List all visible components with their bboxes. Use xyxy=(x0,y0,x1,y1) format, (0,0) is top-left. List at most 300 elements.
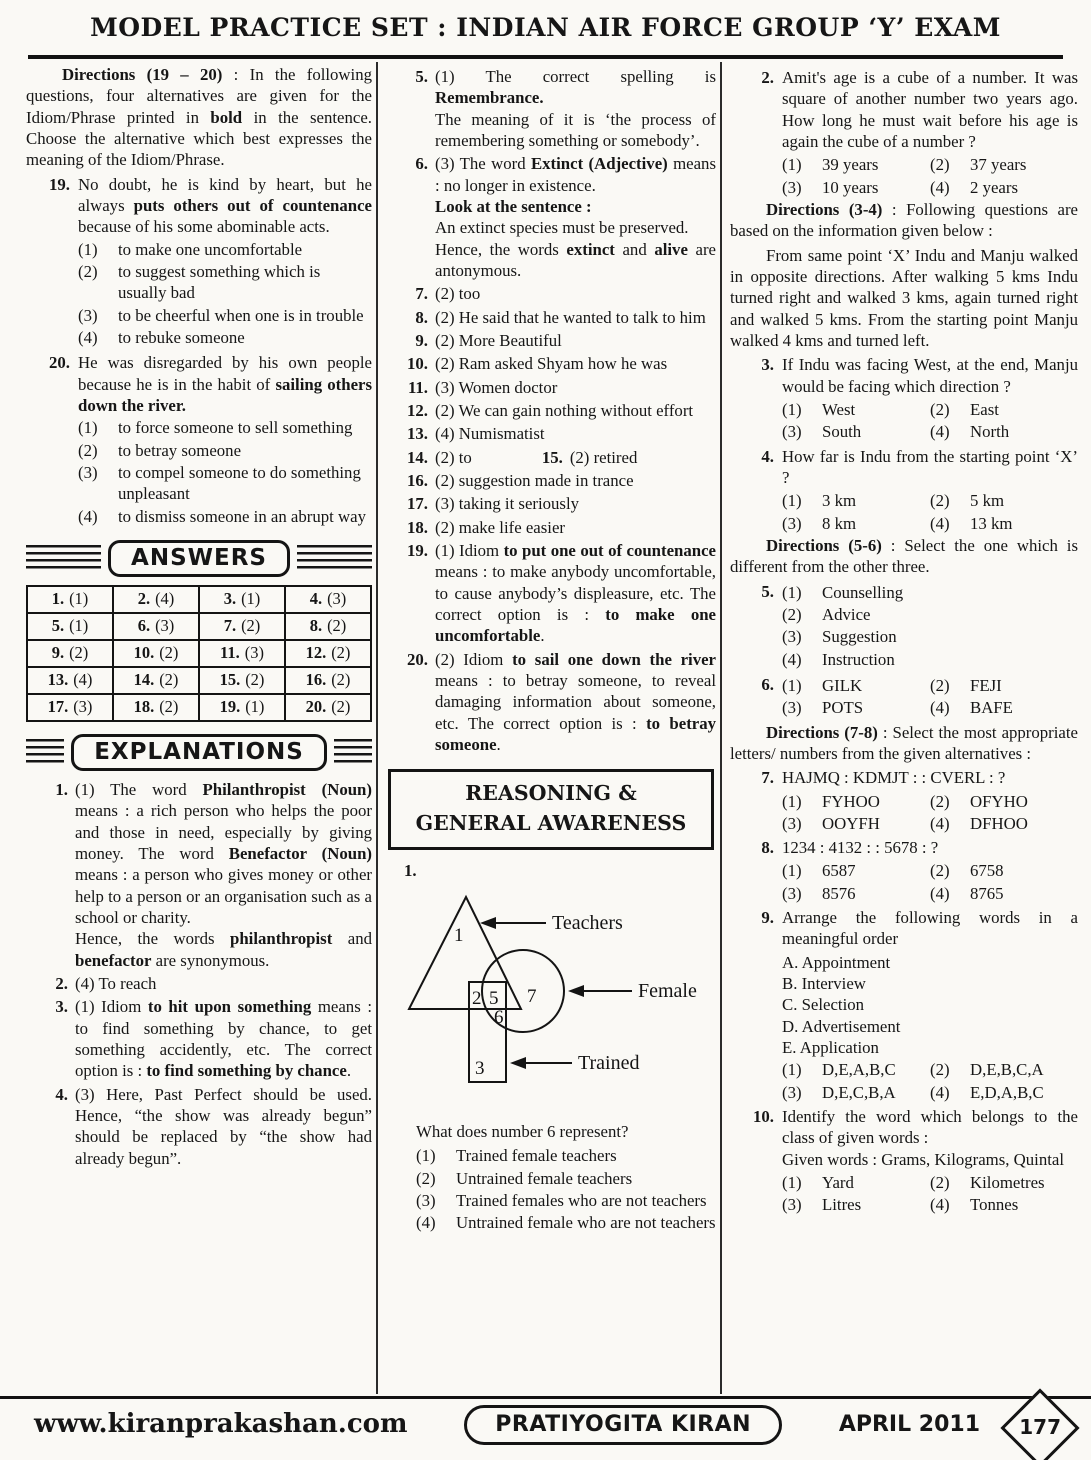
option-label: (4) xyxy=(930,1082,950,1102)
list-item: D. Advertisement xyxy=(782,1016,901,1036)
option-label: (1) xyxy=(782,582,802,602)
option-label: (1) xyxy=(782,155,802,175)
section-line-1: REASONING & xyxy=(465,781,637,806)
option-text: West xyxy=(822,399,856,419)
option xyxy=(930,421,1078,442)
option-text: North xyxy=(970,422,1010,442)
option-text: 39 years xyxy=(822,155,879,175)
option-label: (2) xyxy=(930,1060,950,1080)
option-label: (1) xyxy=(416,1146,436,1166)
venn-label-female: Female xyxy=(638,979,697,1002)
question-body xyxy=(782,907,1078,950)
banner-lines-left xyxy=(26,545,101,572)
question-5 xyxy=(730,581,1078,671)
option-text: 10 years xyxy=(822,177,879,197)
explanation-6 xyxy=(386,153,716,281)
explanation-text: (2) More Beautiful xyxy=(435,330,562,350)
explanation-3 xyxy=(26,996,372,1081)
explanation-number: 2. xyxy=(55,974,68,994)
answers-row xyxy=(27,640,371,667)
option xyxy=(782,154,930,175)
question-text: No doubt, he is kind by heart, but he always puts others out of countenance because of his some abominable acts. xyxy=(78,174,373,237)
answer-cell xyxy=(27,694,113,721)
option xyxy=(930,1194,1078,1215)
answer-cell xyxy=(199,667,285,694)
banner-lines-right xyxy=(297,545,372,572)
explanation-text xyxy=(435,447,716,468)
explanation-text: (1) Idiom to put one out of countenance means : to make anybody uncomfortable, to cause anybody’s displeasure, etc. The correct option is : to make one uncomfortable. xyxy=(435,540,717,646)
option xyxy=(78,462,372,505)
option-text: Counselling xyxy=(822,582,904,602)
explanation-text: (2) Ram asked Shyam how he was xyxy=(435,354,668,374)
explanation-number: 1. xyxy=(55,780,68,800)
option xyxy=(782,697,930,718)
banner-lines-right xyxy=(334,739,372,766)
option-label: (4) xyxy=(930,422,950,442)
option-text: OFYHO xyxy=(970,791,1028,811)
answer-qnum: 12. xyxy=(305,643,327,662)
option xyxy=(416,1212,716,1233)
option xyxy=(782,177,930,198)
question-body xyxy=(782,354,1078,397)
explanation-number: 8. xyxy=(415,307,428,327)
arrowhead-trained xyxy=(510,1057,526,1069)
option-label: (2) xyxy=(78,261,98,281)
option xyxy=(930,1082,1078,1103)
explanation-9 xyxy=(386,330,716,351)
explanation-number: 3. xyxy=(55,997,68,1017)
option-text: Yard xyxy=(822,1173,854,1193)
list-item: E. Application xyxy=(782,1038,879,1058)
answer-choice: (2) xyxy=(331,669,351,689)
answer-qnum: 18. xyxy=(133,696,155,716)
answer-choice: (3) xyxy=(155,616,175,636)
answer-qnum: 14. xyxy=(133,669,155,689)
question-number: 6. xyxy=(761,674,774,694)
option-text: 13 km xyxy=(970,513,1013,533)
option-label: (4) xyxy=(930,813,950,833)
explanation-8 xyxy=(386,307,716,328)
list-item: C. Selection xyxy=(782,995,865,1015)
option-row xyxy=(782,1059,1078,1080)
option-label: (3) xyxy=(782,698,802,718)
question-4 xyxy=(730,446,1078,489)
option-text: 37 years xyxy=(970,155,1027,175)
answers-title: ANSWERS xyxy=(108,540,290,577)
option-label: (2) xyxy=(930,399,950,419)
option-text: 8 km xyxy=(822,513,857,533)
option-label: (1) xyxy=(782,861,802,881)
venn-region-7: 7 xyxy=(527,985,537,1007)
option xyxy=(78,440,372,461)
explanation-text: (4) To reach xyxy=(75,974,157,994)
explanation-text: (2) too xyxy=(435,284,481,304)
option xyxy=(782,1082,930,1103)
option-text: Untrained female teachers xyxy=(456,1168,633,1188)
option-text: BAFE xyxy=(970,698,1013,718)
question-7 xyxy=(730,767,1078,788)
answer-qnum: 16. xyxy=(305,669,327,689)
answer-qnum: 19. xyxy=(219,696,241,716)
answer-choice: (2) xyxy=(245,669,265,689)
option-row xyxy=(782,399,1078,420)
option xyxy=(416,1168,716,1189)
option-label: (3) xyxy=(782,422,802,442)
explanation-number: 16. xyxy=(407,470,428,490)
option xyxy=(416,1190,716,1211)
answers-row xyxy=(27,613,371,640)
answer-qnum: 9. xyxy=(51,643,65,662)
explanation-text: (2) He said that he wanted to talk to him xyxy=(435,307,706,327)
option-text: Kilometres xyxy=(970,1173,1045,1193)
option-label: (1) xyxy=(782,399,802,419)
explanations-title: EXPLANATIONS xyxy=(71,734,327,771)
answers-table xyxy=(26,585,372,722)
explanation-15-text: (2) retired xyxy=(569,447,638,467)
answer-choice: (4) xyxy=(155,589,175,609)
answer-qnum: 20. xyxy=(305,696,327,716)
option-text: to compel someone to do something unpleasant xyxy=(118,462,361,504)
option-label: (4) xyxy=(930,883,950,903)
answer-cell xyxy=(285,586,371,613)
option-label: (2) xyxy=(78,440,98,460)
explanation-19 xyxy=(386,540,716,647)
answer-choice: (2) xyxy=(241,616,261,636)
footer xyxy=(34,1405,980,1445)
answer-choice: (1) xyxy=(241,589,261,609)
answer-choice: (2) xyxy=(331,643,351,662)
option-text: Trained females who are not teachers xyxy=(456,1190,707,1210)
explanation-7 xyxy=(386,283,716,304)
page-number: 177 xyxy=(1019,1415,1061,1440)
option-label: (2) xyxy=(930,155,950,175)
option-row xyxy=(782,421,1078,442)
answer-choice: (2) xyxy=(159,643,179,662)
column-2 xyxy=(386,64,716,1235)
directions-19-20: Directions (19 – 20) : In the following questions, four alternatives are given for the Idiom/Phrase printed in bold in the sentence. Choose the alternative which best expresses the meaning of the Idiom/Phrase. xyxy=(26,65,372,170)
answer-qnum: 5. xyxy=(51,616,65,636)
venn-region-6: 6 xyxy=(494,1006,504,1028)
option-text: OOYFH xyxy=(822,813,880,833)
option-label: (2) xyxy=(782,604,802,624)
option-row xyxy=(782,697,1078,718)
option xyxy=(78,506,372,527)
question-19 xyxy=(26,174,372,350)
footer-website: www.kiranprakashan.com xyxy=(34,1409,408,1440)
option-row xyxy=(782,513,1078,534)
explanation-20 xyxy=(386,649,716,756)
option xyxy=(930,490,1078,511)
venn-region-2: 2 xyxy=(472,987,482,1009)
explanation-number: 18. xyxy=(407,517,428,537)
answer-choice: (2) xyxy=(331,696,351,716)
answer-choice: (2) xyxy=(69,643,89,662)
option-row xyxy=(782,883,1078,904)
option xyxy=(930,1172,1078,1193)
option-label: (4) xyxy=(930,177,950,197)
option xyxy=(930,791,1078,812)
option-text: to dismiss someone in an abrupt way xyxy=(118,506,366,526)
answer-qnum: 17. xyxy=(47,696,69,716)
option-label: (3) xyxy=(782,1195,802,1215)
question-text: HAJMQ : KDMJT : : CVERL : ? xyxy=(782,768,1006,788)
option-label: (2) xyxy=(416,1168,436,1188)
option-text: 6587 xyxy=(822,861,856,881)
option-label: (3) xyxy=(416,1190,436,1210)
explanation-number: 17. xyxy=(407,494,428,514)
answer-cell xyxy=(27,640,113,667)
explanation-text: (2) We can gain nothing without effort xyxy=(435,400,694,420)
answer-choice: (4) xyxy=(73,669,93,689)
option-text: 2 years xyxy=(970,177,1018,197)
explanation-number: 9. xyxy=(415,330,428,350)
question-body xyxy=(78,352,372,528)
answer-cell xyxy=(113,613,199,640)
question-number: 3. xyxy=(761,355,774,375)
answer-qnum: 11. xyxy=(220,643,240,662)
answer-qnum: 1. xyxy=(51,589,65,609)
explanation-number: 10. xyxy=(407,354,428,374)
answer-choice: (2) xyxy=(327,616,347,636)
question-text: 1234 : 4132 : : 5678 : ? xyxy=(782,838,939,858)
section-line-2: GENERAL AWARENESS xyxy=(415,810,687,835)
option-row xyxy=(782,154,1078,175)
question-text: He was disregarded by his own people because he is in the habit of sailing others down the river. xyxy=(78,353,372,415)
footer-rule xyxy=(0,1396,1091,1399)
answer-qnum: 10. xyxy=(133,643,155,662)
option xyxy=(782,490,930,511)
question-number: 7. xyxy=(761,768,774,788)
venn-label-teachers: Teachers xyxy=(552,911,623,934)
option-text: 6758 xyxy=(970,861,1004,881)
option-label: (1) xyxy=(782,1173,802,1193)
option-text: Suggestion xyxy=(822,627,897,647)
explanation-12 xyxy=(386,400,716,421)
question-number: 4. xyxy=(761,446,774,466)
option xyxy=(782,626,1078,647)
answer-qnum: 6. xyxy=(137,616,151,636)
column-3 xyxy=(730,64,1078,1217)
directions-7-8: Directions (7-8) : Select the most appropriate letters/ numbers from the given alternatives : xyxy=(730,722,1078,763)
venn-triangle-teachers xyxy=(409,897,521,1009)
page-number-diamond xyxy=(1000,1388,1079,1460)
question-text: Identify the word which belongs to the class of given words : Given words : Grams, Kilograms, Quintal xyxy=(782,1107,1078,1169)
option-text: DFHOO xyxy=(970,813,1028,833)
option-label: (4) xyxy=(930,513,950,533)
question-number: 9. xyxy=(761,908,774,928)
question-9 xyxy=(730,907,1078,950)
explanation-number: 5. xyxy=(415,67,428,86)
answer-qnum: 4. xyxy=(309,589,323,609)
option-row xyxy=(782,177,1078,198)
option xyxy=(782,513,930,534)
explanation-number: 7. xyxy=(415,284,428,304)
question-10 xyxy=(730,1106,1078,1170)
option-label: (4) xyxy=(930,698,950,718)
answer-cell xyxy=(285,613,371,640)
answer-qnum: 13. xyxy=(47,669,69,689)
answer-choice: (3) xyxy=(73,696,93,716)
answers-row xyxy=(27,586,371,613)
page-title: MODEL PRACTICE SET : INDIAN AIR FORCE GROUP ‘Y’ EXAM xyxy=(90,13,1001,42)
option-label: (3) xyxy=(78,305,98,325)
explanation-text: (3) The word Extinct (Adjective) means : no longer in existence. Look at the sentence : An extinct species must be preserved. Hence, the words extinct and alive are antonymous. xyxy=(435,154,717,280)
question-body xyxy=(782,674,1078,720)
title-rule xyxy=(28,55,1063,59)
explanation-text: (2) make life easier xyxy=(435,517,565,537)
option xyxy=(930,399,1078,420)
question-1-text: What does number 6 represent? xyxy=(416,1121,629,1141)
directions-5-6: Directions (5-6) : Select the one which is different from the other three. xyxy=(730,535,1078,577)
answer-choice: (3) xyxy=(327,589,347,609)
option-label: (1) xyxy=(782,675,802,695)
column-1 xyxy=(26,64,372,1171)
option-row xyxy=(782,490,1078,511)
option-text: Instruction xyxy=(822,649,895,669)
question-text: Amit's age is a cube of a number. It was square of another number two years ago. How long he must wait before his age is again the cube of a number ? xyxy=(782,68,1078,151)
question-body xyxy=(782,837,1078,858)
option-text: Untrained female who are not teachers xyxy=(456,1213,716,1233)
answer-qnum: 3. xyxy=(223,589,237,609)
option-label: (4) xyxy=(416,1213,436,1233)
option-row xyxy=(782,1194,1078,1215)
answer-qnum: 15. xyxy=(219,669,241,689)
answer-qnum: 2. xyxy=(137,589,151,609)
option-text: GILK xyxy=(822,675,863,695)
option-row xyxy=(782,791,1078,812)
option-label: (4) xyxy=(78,506,98,526)
answer-cell xyxy=(113,667,199,694)
option-text: E,D,A,B,C xyxy=(970,1082,1044,1102)
option-row xyxy=(782,675,1078,696)
option-text: to betray someone xyxy=(118,440,242,460)
venn-region-3: 3 xyxy=(475,1057,485,1079)
answer-cell xyxy=(199,613,285,640)
explanation-number: 19. xyxy=(407,540,428,560)
option-label: (1) xyxy=(78,239,98,259)
answer-choice: (3) xyxy=(244,643,264,662)
explanation-2 xyxy=(26,973,372,994)
explanation-17 xyxy=(386,493,716,514)
question-number: 8. xyxy=(761,838,774,858)
option-label: (1) xyxy=(782,491,802,511)
option xyxy=(930,513,1078,534)
explanation-16 xyxy=(386,470,716,491)
answer-cell xyxy=(199,694,285,721)
option-label: (3) xyxy=(782,177,802,197)
venn-diagram xyxy=(396,885,712,1117)
option-label: (1) xyxy=(78,418,98,438)
option-label: (4) xyxy=(782,649,802,669)
option-label: (3) xyxy=(782,1082,802,1102)
option xyxy=(782,421,930,442)
option-text: to suggest something which is usually bad xyxy=(118,261,321,303)
question-20 xyxy=(26,352,372,528)
question-8 xyxy=(730,837,1078,858)
option-text: to force someone to sell something xyxy=(118,418,353,438)
explanations-banner xyxy=(26,734,372,771)
venn-region-5: 5 xyxy=(489,987,499,1009)
option-text: 8765 xyxy=(970,883,1004,903)
answer-cell xyxy=(285,640,371,667)
question-body xyxy=(782,446,1078,489)
explanation-14-text: (2) to xyxy=(435,447,472,467)
question-number: 10. xyxy=(753,1107,774,1127)
option-text: South xyxy=(822,422,862,442)
list-item: B. Interview xyxy=(782,974,866,994)
option-label: (3) xyxy=(782,627,802,647)
explanation-text: (3) taking it seriously xyxy=(435,494,580,514)
option xyxy=(78,417,372,438)
option-text: to make one uncomfortable xyxy=(118,239,303,259)
option-text: 3 km xyxy=(822,491,857,511)
explanation-number: 4. xyxy=(55,1084,68,1104)
question-text: If Indu was facing West, at the end, Manju would be facing which direction ? xyxy=(782,355,1078,396)
option-text: to be cheerful when one is in trouble xyxy=(118,305,364,325)
option xyxy=(78,239,372,260)
explanation-number: 11. xyxy=(407,377,428,397)
answer-choice: (1) xyxy=(69,616,89,636)
explanation-14-15 xyxy=(386,447,716,468)
option-row xyxy=(782,860,1078,881)
option xyxy=(782,604,1078,625)
question-text: How far is Indu from the starting point ‘X’ ? xyxy=(782,446,1078,487)
question-body xyxy=(782,581,1078,671)
option xyxy=(930,883,1078,904)
explanation-number: 15. xyxy=(541,447,563,467)
option-text: D,E,A,B,C xyxy=(822,1060,896,1080)
option-label: (1) xyxy=(782,791,802,811)
answer-qnum: 7. xyxy=(223,616,237,636)
option xyxy=(930,860,1078,881)
option xyxy=(930,154,1078,175)
arrowhead-female xyxy=(568,985,584,997)
explanation-number: 13. xyxy=(407,424,428,444)
option xyxy=(78,327,372,348)
explanation-text: (3) Women doctor xyxy=(435,377,558,397)
question-number: 19. xyxy=(49,174,70,194)
option xyxy=(782,883,930,904)
option-row xyxy=(782,1082,1078,1103)
explanation-1 xyxy=(26,779,372,971)
option xyxy=(782,399,930,420)
column-divider-2 xyxy=(720,62,722,1394)
option-label: (4) xyxy=(930,1195,950,1215)
answer-cell xyxy=(199,640,285,667)
explanation-text: (1) The word Philanthropist (Noun) means : a rich person who helps the poor and those in need, especially by giving money. The word Benefactor (Noun) means : a person who gives money or other help to a person or an organisation such as a school or charity. Hence, the words philanthropist and benefactor are synonymous. xyxy=(75,780,372,970)
explanation-text: (3) Here, Past Perfect should be used. Hence, “the show was already begun” should be replaced by “the show had already begun”. xyxy=(75,1084,372,1168)
list-item: A. Appointment xyxy=(782,952,891,972)
option-label: (3) xyxy=(782,883,802,903)
question-6 xyxy=(730,674,1078,720)
option-label: (3) xyxy=(782,813,802,833)
option xyxy=(782,813,930,834)
option-text: 8576 xyxy=(822,883,856,903)
option xyxy=(782,1194,930,1215)
answer-qnum: 8. xyxy=(309,616,323,636)
question-body xyxy=(782,67,1078,152)
option-text: to rebuke someone xyxy=(118,327,245,347)
option-text: D,E,B,C,A xyxy=(970,1060,1044,1080)
answer-cell xyxy=(113,640,199,667)
option xyxy=(930,675,1078,696)
option xyxy=(930,177,1078,198)
option-label: (1) xyxy=(782,1060,802,1080)
option-text: Tonnes xyxy=(970,1195,1019,1215)
option xyxy=(930,697,1078,718)
explanation-11 xyxy=(386,377,716,398)
answer-cell xyxy=(27,667,113,694)
